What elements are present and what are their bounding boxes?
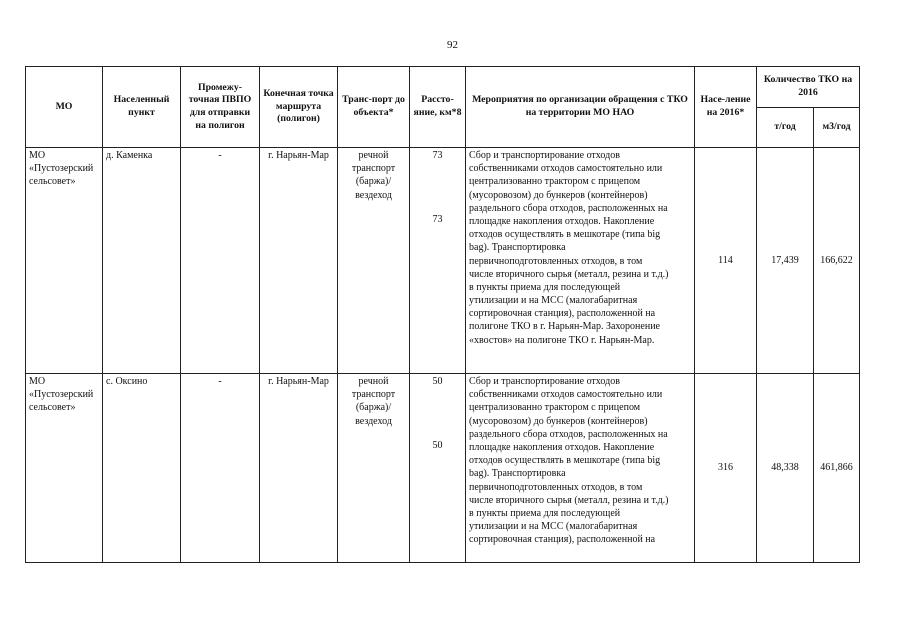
cell-intermediate: - [181, 374, 260, 563]
cell-tons: 17,439 [757, 148, 814, 374]
cell-endpoint: г. Нарьян-Мар [260, 148, 338, 374]
measures-line: bag). Транспортировка [469, 468, 566, 480]
measures-line: раздельного сбора отходов, расположенных на [469, 428, 668, 440]
measures-line: (мусоровозом) до бункеров (контейнеров) [469, 189, 648, 201]
cell-population: 114 [695, 148, 757, 374]
measures-line: раздельного сбора отходов, расположенных на [469, 202, 668, 214]
cell-population: 316 [695, 374, 757, 563]
cell-transport: речной транспорт (баржа)/ вездеход [338, 148, 410, 374]
header-mo: МО [26, 67, 103, 148]
measures-line: сортировочная станция), расположенной на [469, 534, 656, 546]
distance-value-2: 50 [432, 440, 443, 452]
measures-line: числе вторичного сырья (металл, резина и т.д.) [469, 268, 669, 280]
measures-line: собственниками отходов самостоятельно или [469, 163, 663, 175]
tko-table [25, 66, 860, 563]
header-m3-per-year: м3/год [814, 108, 860, 148]
header-distance: Рассто-яние, км*8 [410, 67, 466, 148]
cell-distance [410, 374, 466, 563]
cell-intermediate: - [181, 148, 260, 374]
measures-line: первичноподготовленных отходов, в том [469, 255, 643, 267]
header-measures: Мероприятия по организации обращения с ТКО на территории МО НАО [466, 67, 695, 148]
cell-distance [410, 148, 466, 374]
measures-line: сортировочная станция), расположенной на [469, 308, 656, 320]
cell-tons: 48,338 [757, 374, 814, 563]
header-transport: Транс-порт до объекта* [338, 67, 410, 148]
cell-mo: МО «Пустозерский сельсовет» [26, 374, 103, 563]
distance-value-1: 73 [432, 150, 443, 161]
measures-line: отходов осуществлять в мешкотаре (типа big [469, 229, 661, 241]
header-intermediate: Промежу-точная ПВПО для отправки на полигон [181, 67, 260, 148]
cell-measures [466, 148, 695, 374]
measures-line: Сбор и транспортирование отходов [469, 150, 620, 161]
measures-line: (мусоровозом) до бункеров (контейнеров) [469, 415, 648, 427]
measures-line: полигоне ТКО в г. Нарьян-Мар. Захоронение [469, 321, 660, 333]
cell-settlement: с. Оксино [103, 374, 181, 563]
measures-line: в пункты приема для последующей [469, 507, 621, 519]
header-endpoint: Конечная точка маршрута (полигон) [260, 67, 338, 148]
measures-line: «хвостов» на полигоне ТКО г. Нарьян-Мар. [469, 334, 655, 346]
table-row [26, 374, 860, 563]
cell-mo: МО «Пустозерский сельсовет» [26, 148, 103, 374]
header-settlement: Населенный пункт [103, 67, 181, 148]
table-row [26, 148, 860, 374]
distance-value-1: 50 [432, 376, 443, 387]
cell-endpoint: г. Нарьян-Мар [260, 374, 338, 563]
measures-line: собственниками отходов самостоятельно или [469, 389, 663, 401]
page-number: 92 [447, 39, 458, 51]
header-tko-amount: Количество ТКО на 2016 [757, 67, 860, 108]
measures-line: площадке накопления отходов. Накопление [469, 215, 655, 227]
distance-value-2: 73 [432, 214, 443, 226]
cell-transport: речной транспорт (баржа)/ вездеход [338, 374, 410, 563]
measures-line: отходов осуществлять в мешкотаре (типа big [469, 455, 661, 467]
measures-line: площадке накопления отходов. Накопление [469, 441, 655, 453]
header-population: Насе-ление на 2016* [695, 67, 757, 148]
measures-line: числе вторичного сырья (металл, резина и т.д.) [469, 494, 669, 506]
measures-line: первичноподготовленных отходов, в том [469, 481, 643, 493]
cell-m3: 166,622 [814, 148, 860, 374]
measures-line: утилизации и на МСС (малогабаритная [469, 521, 638, 533]
measures-line: централизованно трактором с прицепом [469, 176, 641, 188]
measures-line: Сбор и транспортирование отходов [469, 376, 620, 387]
cell-measures [466, 374, 695, 563]
measures-line: bag). Транспортировка [469, 242, 566, 254]
measures-line: в пункты приема для последующей [469, 281, 621, 293]
cell-m3: 461,866 [814, 374, 860, 563]
measures-line: централизованно трактором с прицепом [469, 402, 641, 414]
measures-line: утилизации и на МСС (малогабаритная [469, 295, 638, 307]
header-tons-per-year: т/год [757, 108, 814, 148]
cell-settlement: д. Каменка [103, 148, 181, 374]
